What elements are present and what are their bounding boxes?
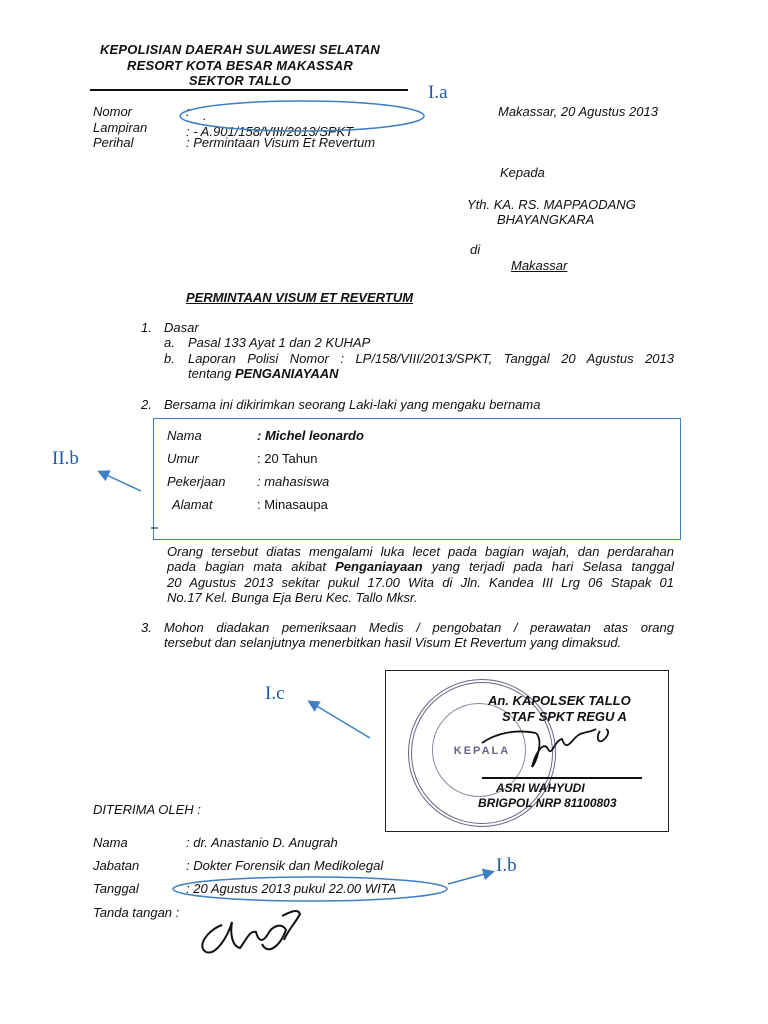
di-label: di [470, 242, 481, 257]
description-line-3: 20 Agustus 2013 sekitar pukul 17.00 Wita di Jln. Kandea III Lrg 06 Stapak 01 [167, 575, 674, 590]
receipt-jabatan-value: : Dokter Forensik dan Medikolegal [186, 858, 384, 873]
annotation-ic-label: I.c [265, 683, 285, 704]
annotation-ia-label: I.a [428, 82, 448, 103]
receiver-signature-mark [202, 911, 300, 953]
point-1-label: Dasar [164, 320, 199, 335]
receipt-tanggal-label: Tanggal [93, 881, 139, 896]
annotation-ib-label: I.b [496, 855, 517, 876]
point-2-number: 2. [141, 397, 152, 412]
point-2-text: Bersama ini dikirimkan seorang Laki-laki yang mengaku bernama [164, 397, 541, 412]
annotation-iib-label: II.b [52, 448, 79, 469]
point-1a-mark: a. [164, 335, 175, 350]
receipt-jabatan-label: Jabatan [93, 858, 140, 873]
description-line-1: Orang tersebut diatas mengalami luka lecet pada bagian wajah, dan perdarahan [167, 544, 674, 559]
header-line-2: RESORT KOTA BESAR MAKASSAR [127, 58, 353, 73]
perihal-label: Perihal [93, 135, 134, 150]
recipient-name-2: BHAYANGKARA [497, 212, 595, 227]
recipient-name: Yth. KA. RS. MAPPAODANG [467, 197, 636, 212]
point-3-line-2: tersebut dan selanjutnya menerbitkan hasil Visum Et Revertum yang dimaksud. [164, 635, 622, 650]
receipt-nama-value: : dr. Anastanio D. Anugrah [186, 835, 338, 850]
nomor-label: Nomor [93, 104, 133, 119]
person-umur-value: : 20 Tahun [257, 451, 318, 466]
annotation-ia-ellipse [180, 101, 424, 131]
description-line-2: pada bagian mata akibat Penganiayaan yang terjadi pada hari Selasa tanggal [167, 559, 675, 574]
received-by-heading: DITERIMA OLEH : [93, 802, 201, 817]
annotation-ic-arrow [310, 702, 370, 738]
annotation-ib-arrow [448, 872, 492, 884]
annotation-ib-ellipse [173, 877, 447, 901]
point-3-number: 3. [141, 620, 152, 635]
lampiran-value: : - A.901/158/VIII/2013/SPKT [186, 124, 354, 139]
person-nama-value: : Michel leonardo [257, 428, 364, 443]
place-date: Makassar, 20 Agustus 2013 [498, 104, 658, 119]
receipt-tanggal-value: : 20 Agustus 2013 pukul 22.00 WITA [186, 881, 397, 896]
signature-officer-name: ASRI WAHYUDI [496, 781, 585, 795]
person-alamat-value: : Minasaupa [257, 497, 328, 512]
receipt-signature-label: Tanda tangan : [93, 905, 180, 920]
header-line-3: SEKTOR TALLO [188, 73, 292, 88]
header-line-1: KEPOLISIAN DAERAH SULAWESI SELATAN [99, 42, 381, 57]
point-1b-line-1: Laporan Polisi Nomor : LP/158/VIII/2013/SPKT, Tanggal 20 Agustus 2013 [188, 351, 674, 366]
description-line-4: No.17 Kel. Bunga Eja Beru Kec. Tallo Mksr. [167, 590, 418, 605]
person-pekerjaan-label: Pekerjaan [167, 474, 226, 489]
recipient-city: Makassar [511, 258, 568, 273]
point-1a-text: Pasal 133 Ayat 1 dan 2 KUHAP [188, 335, 371, 350]
signature-unit-line: STAF SPKT REGU A [502, 709, 627, 724]
nomor-value: . [203, 108, 207, 123]
kepada-label: Kepada [500, 165, 545, 180]
receipt-nama-label: Nama [93, 835, 128, 850]
point-1b-mark: b. [164, 351, 175, 366]
signature-office-line: An. KAPOLSEK TALLO [488, 693, 631, 708]
person-pekerjaan-value: : mahasiswa [257, 474, 330, 489]
perihal-value: : Permintaan Visum Et Revertum [186, 135, 376, 150]
stamp-text: KEPALA [453, 745, 511, 757]
nomor-separator: : [186, 104, 190, 119]
person-alamat-label: Alamat [172, 497, 213, 512]
document-title: PERMINTAAN VISUM ET REVERTUM [186, 290, 414, 305]
lampiran-label: Lampiran [93, 120, 148, 135]
annotation-iib-arrow [100, 472, 141, 491]
person-nama-label: Nama [167, 428, 202, 443]
point-3-line-1: Mohon diadakan pemeriksaan Medis / pengobatan / perawatan atas orang [164, 620, 674, 635]
signature-officer-rank: BRIGPOL NRP 81100803 [478, 796, 617, 810]
person-umur-label: Umur [167, 451, 199, 466]
point-1-number: 1. [141, 320, 152, 335]
point-1b-line-2: tentang PENGANIAYAAN [188, 366, 339, 381]
